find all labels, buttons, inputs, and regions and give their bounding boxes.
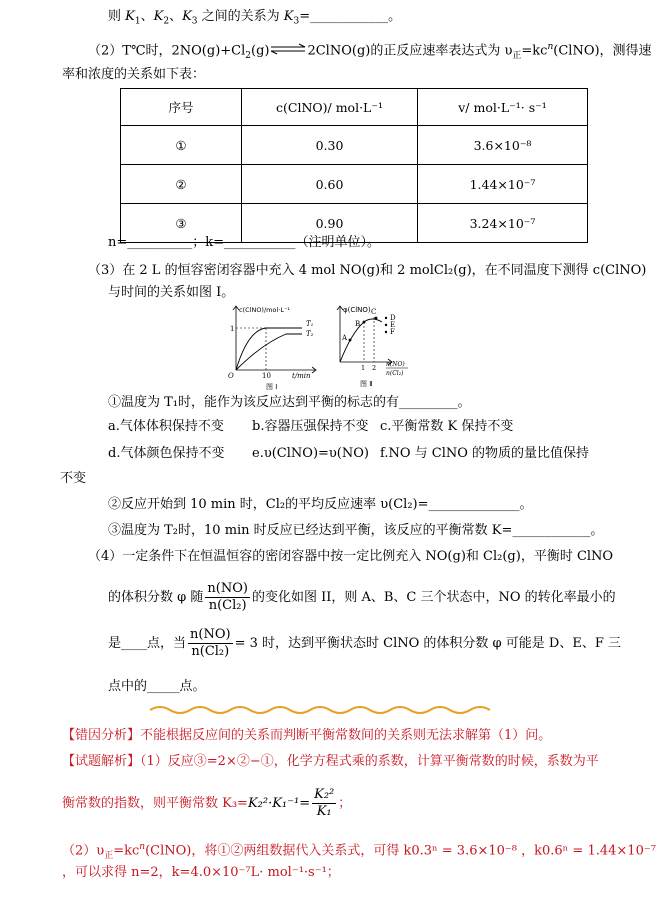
analysis-result-line: ，可以求得 n=2，k=4.0×10⁻⁷L· mol⁻¹·s⁻¹； [62,865,340,880]
table-cell: 0.30 [242,126,418,165]
q4-line2: 的体积分数 φ 随 $\frac{n(NO)}{\text{n(Cl₂)}}$ 的变化如图 II，则 A、B、C 三个状态中，NO 的转化率最小的 [108,581,616,613]
fig1-t1-label: T₁ [306,320,314,328]
ratio-fraction: $\frac{n(NO)}{\text{n(Cl₂)}}$ [190,627,231,659]
fig2-point-a: A [342,334,348,342]
table-row [121,126,588,165]
fig1-ylabel: c(ClNO)/mol·L⁻¹ [239,306,290,314]
q2-line1: （2）T℃时，$2NO(g)+Cl_2(g)$ 2ClNO(g)的正反应速率表达式为 $\upsilon_正=kc^n(ClNO)$，测得速 [88,42,652,61]
fig2-x-tick: 1 [361,364,366,372]
option-c: c.平衡常数 K 保持不变 [380,419,514,434]
table-cell: 0.90 [242,204,418,243]
option-f-continued: 不变 [60,471,87,486]
ratio-fraction: $\frac{n(NO)}{\text{n(Cl₂)}}$ [207,581,248,613]
q1-prefix: 则 [108,9,126,24]
table-header: 序号 [121,89,242,126]
option-f: f.NO 与 ClNO 的物质的量比值保持 [380,446,590,461]
fig2-point-f: F [390,328,395,336]
option-e: e.υ(ClNO)=υ(NO) [252,446,369,461]
fig2-x-tick: 2 [372,364,377,372]
q2-answer-line: n=__________；k=___________（注明单位）。 [108,235,381,250]
option-a: a.气体体积保持不变 [108,419,224,434]
q3-intro-line1: （3）在 2 L 的恒容密闭容器中充入 4 mol NO(g)和 2 molCl₂(g)，在不同温度下测得 c(ClNO) [88,263,647,278]
q4-line1: （4）一定条件下在恒温恒容的密闭容器中按一定比例充入 NO(g)和 Cl₂(g)，平衡时 ClNO [88,549,614,564]
q2-line2: 率和浓度的关系如下表： [62,67,206,82]
fig1-x-tick: 10 [262,372,271,380]
figure-1-chart [222,300,322,392]
fig1-xlabel: t/min [292,372,311,380]
analysis-solution-line: 【试题解析】（1）反应③=2×②−①，化学方程式乘的系数，计算平衡常数的时候，系数为平 [62,754,599,769]
fig2-point-d: D [390,314,396,322]
q2-equation: T℃时，2NO(g)+Cl [122,43,246,59]
fig2-point-c: C [371,308,377,316]
table-cell: ③ [121,204,242,243]
table-header-row [121,89,588,126]
table-row [121,165,588,204]
fig2-xlabel-num: n(NO) [386,361,405,368]
table-cell: 3.6×10⁻⁸ [418,126,588,165]
q3-subquestion-3: ③温度为 T₂时，10 min 时反应已经达到平衡，该反应的平衡常数 K=____________。 [108,523,604,538]
fig2-ylabel: φ(ClNO) [343,306,371,314]
q4-line3: 是____点，当 $\frac{n(NO)}{\text{n(Cl₂)}}$ = 3 时，达到平衡状态时 ClNO 的体积分数 φ 可能是 D、E、F 三 [108,627,621,659]
table-cell: ② [121,165,242,204]
fig1-caption: 图 I [266,383,278,391]
rate-table [120,88,588,243]
q1-suffix: 之间的关系为 [197,9,284,24]
q3-subquestion-2: ②反应开始到 10 min 时，Cl₂的平均反应速率 υ(Cl₂)=______________。 [108,497,533,512]
q3-subquestion-1: ①温度为 T₁时，能作为该反应达到平衡的标志的有_________。 [108,395,471,410]
equilibrium-arrow-icon [269,42,307,60]
table-header: c(ClNO)/ mol·L⁻¹ [242,89,418,126]
fig1-y-tick: 1 [230,325,235,333]
fig2-caption: 图 Ⅱ [360,380,373,388]
analysis-error-line: 【错因分析】不能根据反应间的关系而判断平衡常数间的关系则无法求解第（1）问。 [62,728,552,743]
q1-blank: ____________ [310,9,389,24]
table-cell: 3.24×10⁻⁷ [418,204,588,243]
table-cell: 0.60 [242,165,418,204]
error-analysis-tag: 【错因分析】 [62,728,141,743]
figure-2-chart [330,300,420,392]
fig2-point-b: B [355,320,361,328]
fig2-point-e: E [390,321,396,329]
q1-tail-line: 则 $K_1$、$K_2$、$K_3$ 之间的关系为 $K_3=\_\_\_\_\_\_\_\_\_\_\_\_$。 [108,9,402,27]
q4-line4: 点中的_____点。 [108,679,206,694]
option-d: d.气体颜色保持不变 [108,446,225,461]
q3-intro-line2: 与时间的关系如图 I。 [108,285,235,300]
fig2-xlabel-den: n(Cl₂) [386,370,404,377]
analysis-rate-line: $(2)\upsilon_正=kc^n(ClNO)$，将①②两组数据代入关系式，可得 k0.3ⁿ = 3.6×10⁻⁸ ，k0.6ⁿ = 1.44×10⁻⁷ [62,842,656,861]
table-cell: ① [121,126,242,165]
table-cell: 1.44×10⁻⁷ [418,165,588,204]
option-b: b.容器压强保持不变 [252,419,369,434]
wave-divider-icon [150,704,490,716]
k-fraction: $\frac{\text{K₂²}}{\text{K₁}}$ [314,787,335,819]
fig1-t2-label: T₂ [306,330,314,338]
analysis-k3-line: 衡常数的指数，则平衡常数 K₃=K₂²·K₁⁻¹= $\frac{\text{K₂²}}{\text{K₁}}$ ； [62,787,352,819]
fig1-origin: O [228,372,234,380]
solution-tag: 【试题解析】 [62,754,141,769]
table-header: v/ mol·L⁻¹· s⁻¹ [418,89,588,126]
